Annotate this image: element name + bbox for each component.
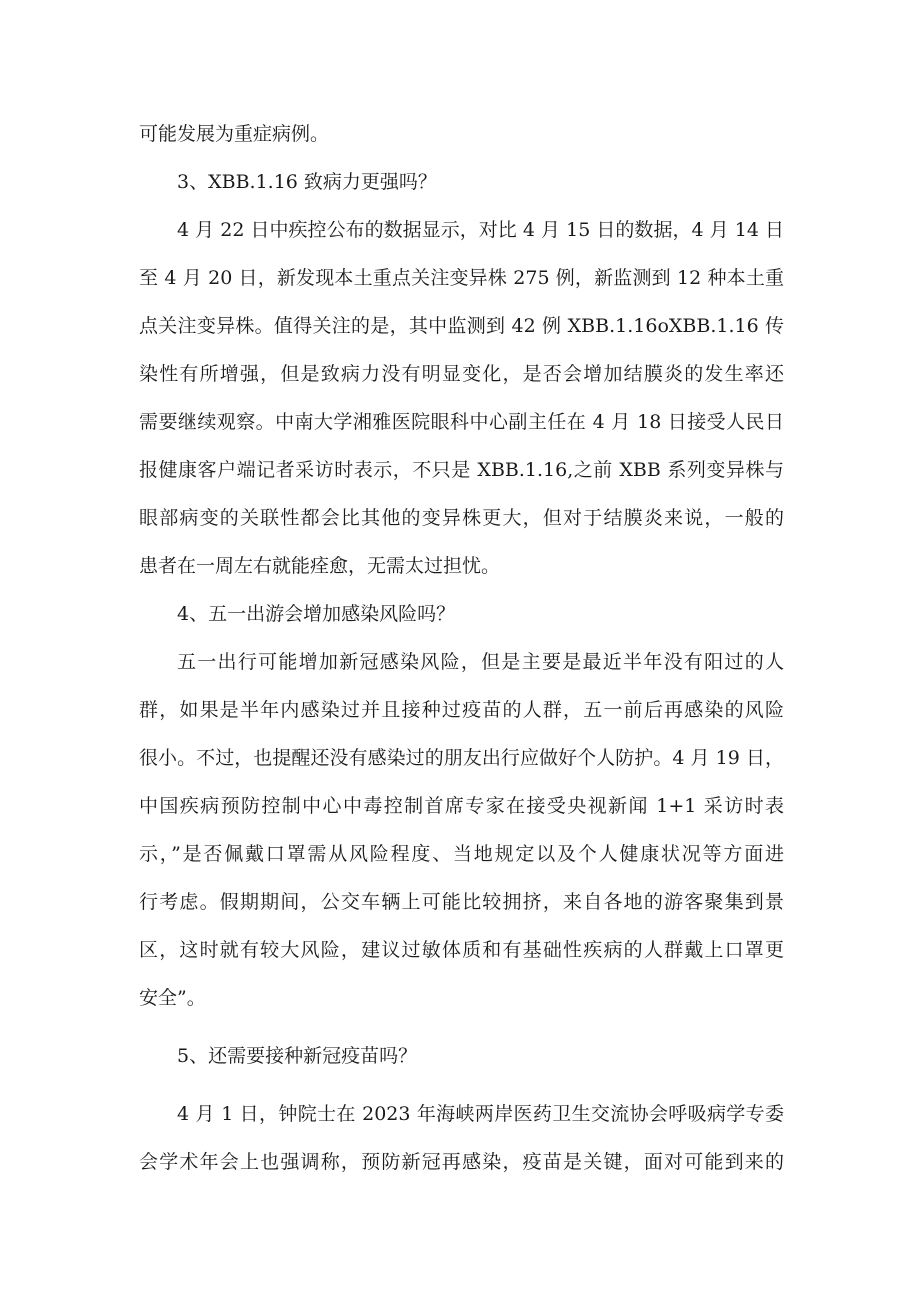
text-line: 染性有所增强，但是致病力没有明显变化，是否会增加结膜炎的发生率还: [139, 363, 784, 385]
paragraph-xbb-pathogenicity: [139, 206, 784, 590]
paragraph-vaccination: [139, 1090, 784, 1186]
spacer: [139, 1080, 784, 1090]
text-line: 需要继续观察。中南大学湘雅医院眼科中心副主任在 4 月 18 日接受人民日: [139, 411, 784, 433]
section-heading-5: 5、还需要接种新冠疫苗吗？: [177, 1045, 418, 1067]
document-body: [139, 110, 784, 1186]
paragraph-may-day-travel: [139, 638, 784, 1022]
text-line: 行考虑。假期期间，公交车辆上可能比较拥挤，来自各地的游客聚集到景: [139, 891, 784, 913]
spacer: [139, 1022, 784, 1032]
text-line: 安全”。: [139, 987, 206, 1009]
text-line: 很小。不过，也提醒还没有感染过的朋友出行应做好个人防护。4 月 19 日，: [139, 747, 784, 769]
text-line: 区，这时就有较大风险，建议过敏体质和有基础性疾病的人群戴上口罩更: [139, 939, 784, 961]
text-line: 4 月 1 日，钟院士在 2023 年海峡两岸医药卫生交流协会呼吸病学专委: [177, 1103, 784, 1125]
text-line: 患者在一周左右就能痊愈，无需太过担忧。: [139, 555, 501, 577]
text-line: 五一出行可能增加新冠感染风险，但是主要是最近半年没有阳过的人: [177, 651, 784, 673]
text-line: 点关注变异株。值得关注的是，其中监测到 42 例 XBB.1.16oXBB.1.16 传: [139, 315, 784, 337]
text-line: 眼部病变的关联性都会比其他的变异株更大，但对于结膜炎来说，一般的: [139, 507, 784, 529]
text-line: 中国疾病预防控制中心中毒控制首席专家在接受央视新闻 1+1 采访时表: [139, 795, 784, 817]
section-heading-4: 4、五一出游会增加感染风险吗？: [177, 603, 456, 625]
text-line: 会学术年会上也强调称，预防新冠再感染，疫苗是关键，面对可能到来的: [139, 1151, 784, 1173]
text-line: 示，”是否佩戴口罩需从风险程度、当地规定以及个人健康状况等方面进: [139, 843, 784, 865]
section-heading-3: 3、XBB.1.16 致病力更强吗？: [177, 171, 437, 193]
text-line: 4 月 22 日中疾控公布的数据显示，对比 4 月 15 日的数据，4 月 14 日: [177, 219, 784, 241]
text-line: 至 4 月 20 日，新发现本土重点关注变异株 275 例，新监测到 12 种本土重: [139, 267, 784, 289]
text-line: 可能发展为重症病例。: [139, 123, 330, 145]
text-line: 报健康客户端记者采访时表示，不只是 XBB.1.16,之前 XBB 系列变异株与: [139, 459, 784, 481]
paragraph-continuation: [139, 110, 784, 158]
text-line: 群，如果是半年内感染过并且接种过疫苗的人群，五一前后再感染的风险: [139, 699, 784, 721]
